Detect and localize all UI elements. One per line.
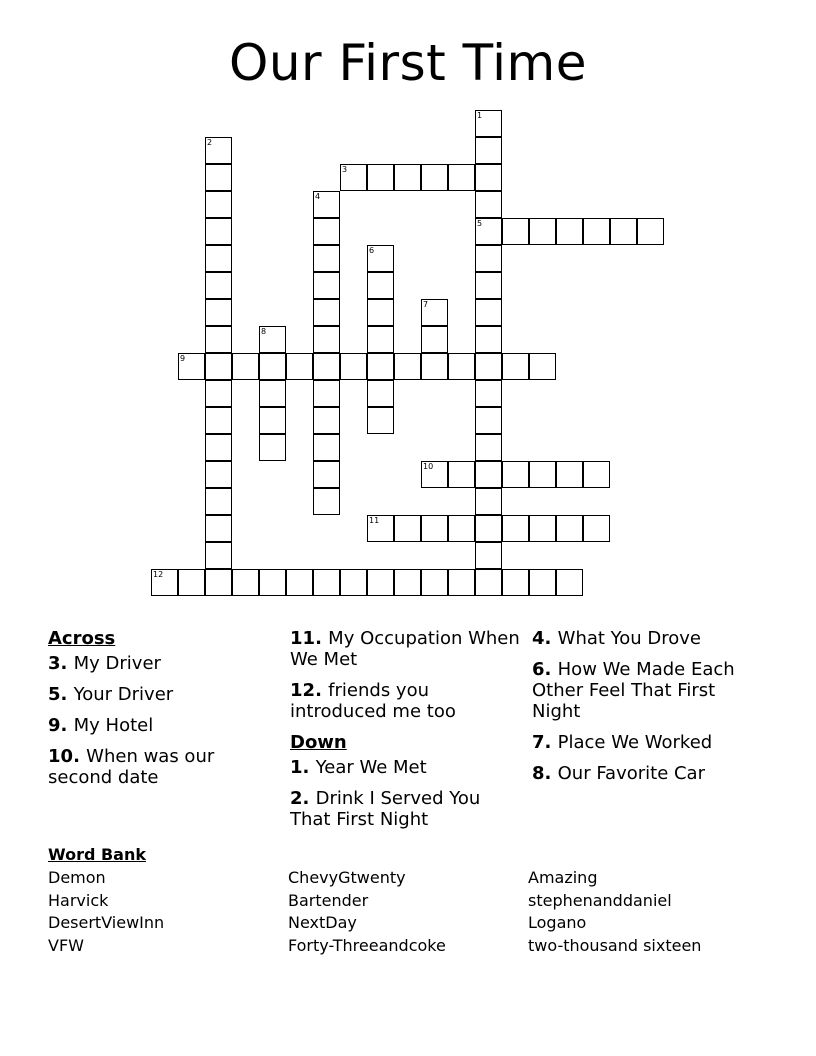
crossword-cell[interactable] xyxy=(394,353,421,380)
crossword-cell[interactable] xyxy=(502,569,529,596)
down-heading: Down xyxy=(290,732,347,753)
crossword-cell[interactable] xyxy=(502,353,529,380)
crossword-cell[interactable] xyxy=(259,353,286,380)
word-bank xyxy=(48,845,146,867)
cell-number-12: 12 xyxy=(153,570,164,579)
across-heading: Across xyxy=(48,628,116,649)
cell-number-8: 8 xyxy=(261,327,267,336)
crossword-cell[interactable] xyxy=(421,326,448,353)
word-bank-title: Word Bank xyxy=(48,845,147,864)
crossword-cell[interactable] xyxy=(367,380,394,407)
crossword-cell[interactable] xyxy=(205,272,232,299)
crossword-cell[interactable] xyxy=(475,326,502,353)
crossword-cell[interactable] xyxy=(367,164,394,191)
crossword-cell[interactable] xyxy=(286,353,313,380)
crossword-cell[interactable] xyxy=(313,488,340,515)
crossword-cell[interactable] xyxy=(313,461,340,488)
crossword-cell[interactable] xyxy=(502,461,529,488)
crossword-cell[interactable] xyxy=(475,299,502,326)
cell-number-11: 11 xyxy=(369,516,380,525)
cell-number-4: 4 xyxy=(315,192,321,201)
cell-number-6: 6 xyxy=(369,246,375,255)
clue-column-2 xyxy=(290,628,520,840)
crossword-cell[interactable] xyxy=(340,569,367,596)
crossword-cell[interactable] xyxy=(313,434,340,461)
crossword-cell[interactable] xyxy=(232,569,259,596)
crossword-cell[interactable] xyxy=(394,515,421,542)
crossword-cell[interactable] xyxy=(529,218,556,245)
word-bank-item: stephenanddaniel xyxy=(528,890,672,910)
crossword-cell[interactable] xyxy=(367,407,394,434)
crossword-cell[interactable] xyxy=(448,515,475,542)
crossword-cell[interactable] xyxy=(502,218,529,245)
across-clue-3: 3. My Driver xyxy=(48,653,161,674)
cell-number-1: 1 xyxy=(477,111,483,120)
across-clue-5: 5. Your Driver xyxy=(48,684,174,705)
crossword-cell[interactable] xyxy=(475,137,502,164)
crossword-cell[interactable] xyxy=(529,353,556,380)
crossword-cell[interactable] xyxy=(448,164,475,191)
cell-number-10: 10 xyxy=(423,462,434,471)
crossword-cell[interactable] xyxy=(502,515,529,542)
crossword-cell[interactable] xyxy=(313,569,340,596)
crossword-cell[interactable] xyxy=(475,272,502,299)
crossword-cell[interactable] xyxy=(583,515,610,542)
down-clue-1: 1. Year We Met xyxy=(290,757,427,778)
crossword-cell[interactable] xyxy=(367,569,394,596)
crossword-cell[interactable] xyxy=(313,326,340,353)
crossword-cell[interactable] xyxy=(178,569,205,596)
crossword-cell[interactable] xyxy=(286,569,313,596)
down-clue-6: 6. How We Made Each Other Feel That First Night xyxy=(532,659,735,722)
crossword-cell[interactable] xyxy=(367,299,394,326)
crossword-cell[interactable] xyxy=(448,353,475,380)
crossword-cell[interactable] xyxy=(529,515,556,542)
word-bank-item: Amazing xyxy=(528,868,598,887)
crossword-cell[interactable] xyxy=(367,353,394,380)
crossword-cell[interactable] xyxy=(475,164,502,191)
crossword-cell[interactable] xyxy=(340,353,367,380)
word-bank-item: Bartender xyxy=(288,890,369,910)
crossword-cell[interactable] xyxy=(205,218,232,245)
crossword-cell[interactable] xyxy=(421,515,448,542)
crossword-cell[interactable] xyxy=(475,245,502,272)
crossword-cell[interactable] xyxy=(205,380,232,407)
crossword-cell[interactable] xyxy=(205,488,232,515)
word-bank-item: NextDay xyxy=(288,913,357,932)
across-clue-11: 11. My Occupation When We Met xyxy=(290,628,520,670)
crossword-cell[interactable] xyxy=(205,245,232,272)
crossword-cell[interactable] xyxy=(475,380,502,407)
clue-column-1 xyxy=(48,628,278,798)
crossword-cell[interactable] xyxy=(475,353,502,380)
crossword-cell[interactable] xyxy=(313,218,340,245)
crossword-cell[interactable] xyxy=(205,191,232,218)
crossword-cell[interactable] xyxy=(556,515,583,542)
crossword-cell[interactable] xyxy=(448,461,475,488)
down-clue-8: 8. Our Favorite Car xyxy=(532,763,705,784)
word-bank-item: Demon xyxy=(48,868,106,887)
crossword-cell[interactable] xyxy=(529,569,556,596)
word-bank-item: VFW xyxy=(48,935,84,955)
cell-number-7: 7 xyxy=(423,300,429,309)
crossword-cell[interactable] xyxy=(475,191,502,218)
crossword-cell[interactable] xyxy=(259,569,286,596)
crossword-cell[interactable] xyxy=(205,515,232,542)
crossword-cell[interactable] xyxy=(556,218,583,245)
word-bank-item: DesertViewInn xyxy=(48,913,165,932)
crossword-cell[interactable] xyxy=(259,434,286,461)
crossword-cell[interactable] xyxy=(394,164,421,191)
down-clue-2: 2. Drink I Served You That First Night xyxy=(290,788,481,830)
crossword-cell[interactable] xyxy=(205,299,232,326)
across-clue-12: 12. friends you introduced me too xyxy=(290,680,456,722)
word-bank-item: ChevyGtwenty xyxy=(288,868,406,887)
crossword-cell[interactable] xyxy=(367,326,394,353)
crossword-cell[interactable] xyxy=(205,434,232,461)
crossword-cell[interactable] xyxy=(475,569,502,596)
word-bank-item: Logano xyxy=(528,913,587,932)
crossword-cell[interactable] xyxy=(637,218,664,245)
crossword-cell[interactable] xyxy=(475,461,502,488)
crossword-cell[interactable] xyxy=(205,569,232,596)
crossword-cell[interactable] xyxy=(259,380,286,407)
crossword-cell[interactable] xyxy=(556,569,583,596)
across-clue-10: 10. When was our second date xyxy=(48,746,215,788)
crossword-cell[interactable] xyxy=(205,542,232,569)
crossword-cell[interactable] xyxy=(205,353,232,380)
cell-number-2: 2 xyxy=(207,138,213,147)
cell-number-3: 3 xyxy=(342,165,348,174)
across-clue-9: 9. My Hotel xyxy=(48,715,154,736)
word-bank-item: Harvick xyxy=(48,890,109,910)
crossword-cell[interactable] xyxy=(583,461,610,488)
crossword-cell[interactable] xyxy=(313,353,340,380)
crossword-cell[interactable] xyxy=(259,407,286,434)
crossword-cell[interactable] xyxy=(421,353,448,380)
crossword-cell[interactable] xyxy=(313,407,340,434)
crossword-cell[interactable] xyxy=(205,461,232,488)
crossword-cell[interactable] xyxy=(394,569,421,596)
crossword-cell[interactable] xyxy=(475,488,502,515)
down-clue-7: 7. Place We Worked xyxy=(532,732,713,753)
crossword-cell[interactable] xyxy=(367,272,394,299)
page-title: Our First Time xyxy=(229,34,587,92)
crossword-cell[interactable] xyxy=(205,407,232,434)
crossword-cell[interactable] xyxy=(313,245,340,272)
down-clue-4: 4. What You Drove xyxy=(532,628,702,649)
crossword-cell[interactable] xyxy=(313,299,340,326)
word-bank-item: Forty-Threeandcoke xyxy=(288,935,446,955)
crossword-cell[interactable] xyxy=(205,326,232,353)
crossword-cell[interactable] xyxy=(556,461,583,488)
cell-number-9: 9 xyxy=(180,354,186,363)
crossword-cell[interactable] xyxy=(313,272,340,299)
crossword-cell[interactable] xyxy=(205,164,232,191)
clue-column-3 xyxy=(532,628,762,794)
crossword-cell[interactable] xyxy=(421,569,448,596)
crossword-cell[interactable] xyxy=(232,353,259,380)
crossword-cell[interactable] xyxy=(448,569,475,596)
crossword-cell[interactable] xyxy=(475,542,502,569)
crossword-cell[interactable] xyxy=(475,407,502,434)
crossword-cell[interactable] xyxy=(313,380,340,407)
cell-number-5: 5 xyxy=(477,219,483,228)
crossword-cell[interactable] xyxy=(475,434,502,461)
crossword-cell[interactable] xyxy=(583,218,610,245)
crossword-cell[interactable] xyxy=(529,461,556,488)
crossword-cell[interactable] xyxy=(421,164,448,191)
crossword-cell[interactable] xyxy=(610,218,637,245)
word-bank-item: two-thousand sixteen xyxy=(528,935,702,955)
crossword-cell[interactable] xyxy=(475,515,502,542)
